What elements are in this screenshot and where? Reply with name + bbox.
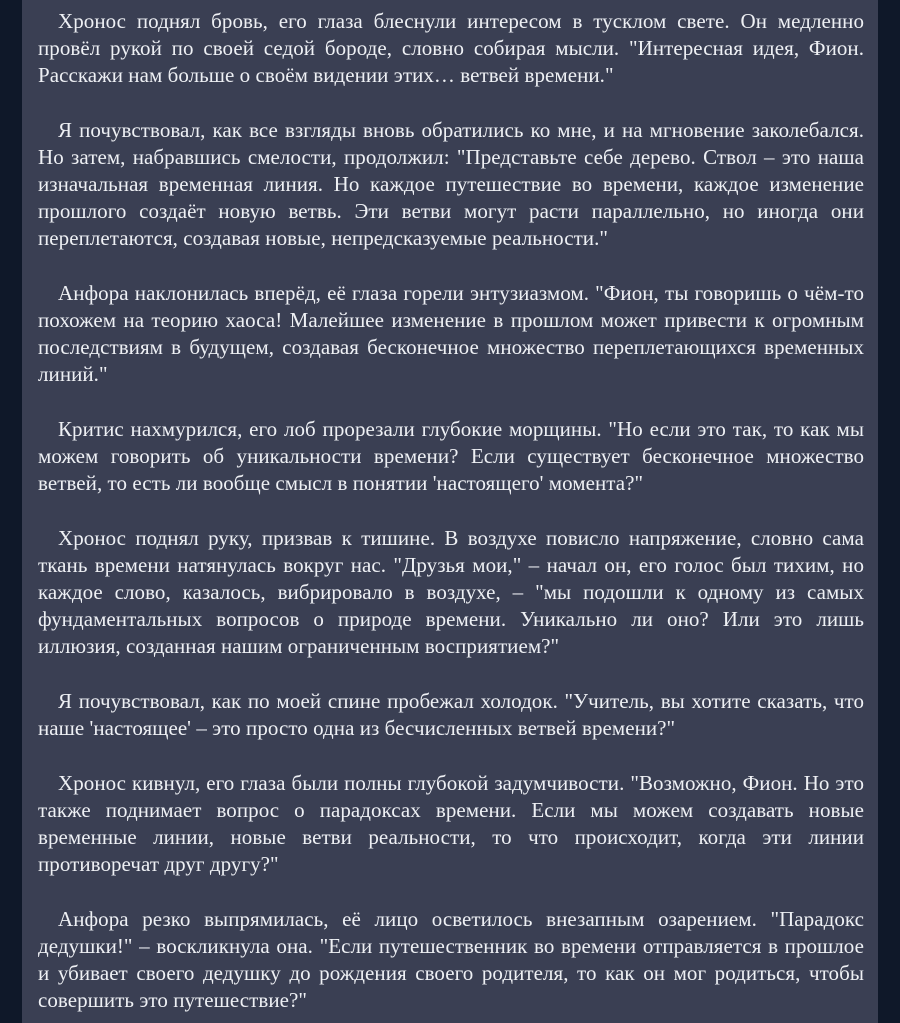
paragraph-2: Я почувствовал, как все взгляды вновь обратились ко мне, и на мгновение заколебался. Но затем, набравшись смелости, продолжил: "Представьте себе дерево. Ствол – это наша изначальная временная линия. Но каждое путешествие во времени, каждое изменение прошлого создаёт новую ветвь. Эти ветви могут расти параллельно, но иногда они переплетаются, создавая новые, непредсказуемые реальности.": [38, 118, 864, 250]
paragraph-3: Анфора наклонилась вперёд, её глаза горели энтузиазмом. "Фион, ты говоришь о чём-то похожем на теорию хаоса! Малейшее изменение в прошлом может привести к огромным последствиям в будущем, создавая бесконечное множество переплетающихся временных линий.": [38, 281, 864, 386]
paragraph-4: Критис нахмурился, его лоб прорезали глубокие морщины. "Но если это так, то как мы можем говорить об уникальности времени? Если существует бесконечное множество ветвей, то есть ли вообще смысл в понятии 'настоящего' момента?": [38, 417, 864, 495]
paragraph-8: Анфора резко выпрямилась, её лицо осветилось внезапным озарением. "Парадокс дедушки!" – воскликнула она. "Если путешественник во времени отправляется в прошлое и убивает своего дедушку до рождения своего родителя, то как он мог родиться, чтобы совершить это путешествие?": [38, 907, 864, 1012]
paragraph-7: Хронос кивнул, его глаза были полны глубокой задумчивости. "Возможно, Фион. Но это также поднимает вопрос о парадоксах времени. Если мы можем создавать новые временные линии, новые ветви реальности, то что происходит, когда эти линии противоречат друг другу?": [38, 771, 864, 876]
text-page: [22, 0, 878, 1023]
paragraph-5: Хронос поднял руку, призвав к тишине. В воздухе повисло напряжение, словно сама ткань времени натянулась вокруг нас. "Друзья мои," – начал он, его голос был тихим, но каждое слово, казалось, вибрировало в воздухе, – "мы подошли к одному из самых фундаментальных вопросов о природе времени. Уникально ли оно? Или это лишь иллюзия, созданная нашим ограниченным восприятием?": [38, 526, 864, 658]
paragraph-6: Я почувствовал, как по моей спине пробежал холодок. "Учитель, вы хотите сказать, что наше 'настоящее' – это просто одна из бесчисленных ветвей времени?": [38, 689, 864, 740]
paragraph-1: Хронос поднял бровь, его глаза блеснули интересом в тусклом свете. Он медленно провёл рукой по своей седой бороде, словно собирая мысли. "Интересная идея, Фион. Расскажи нам больше о своём видении этих… ветвей времени.": [38, 9, 864, 87]
